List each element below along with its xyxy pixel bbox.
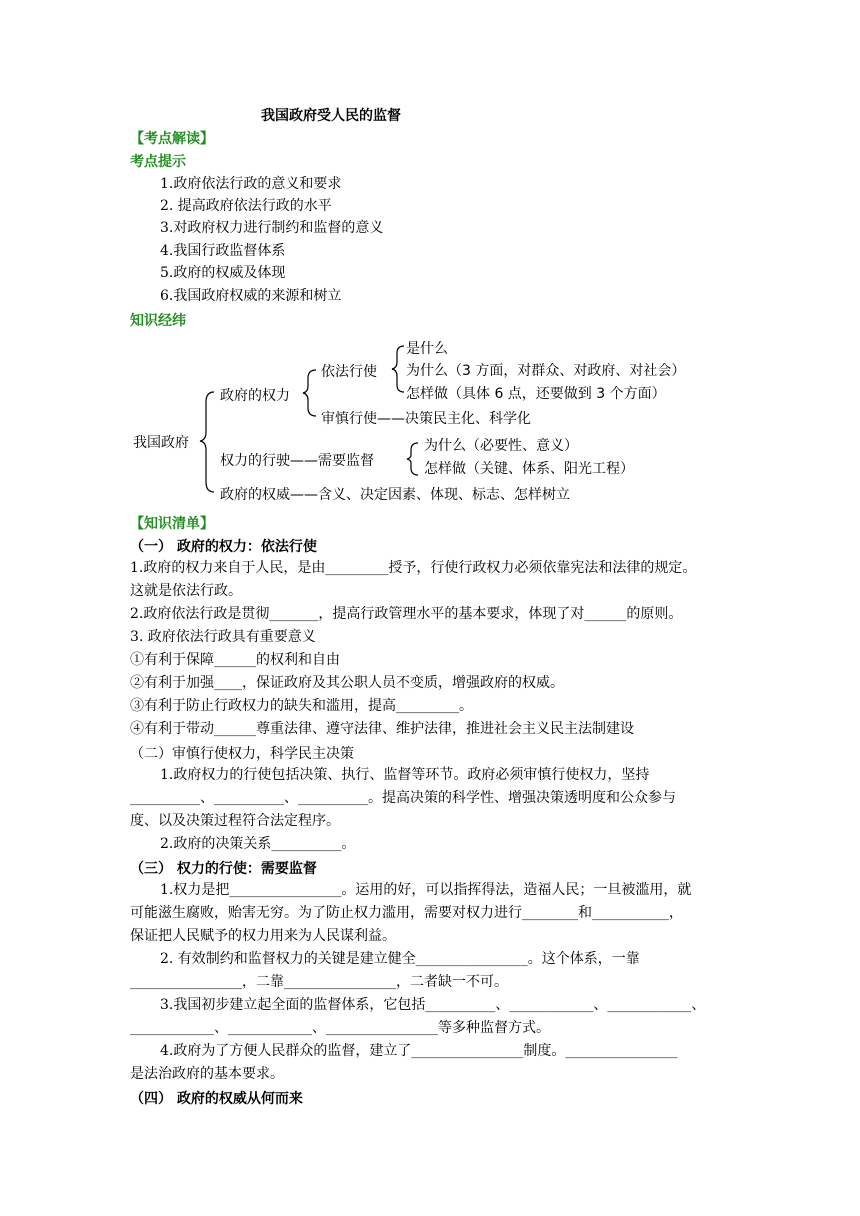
text-line: 2.政府的决策关系__________。	[160, 836, 356, 852]
diagram-node: 是什么	[406, 341, 448, 357]
section-zhishi-qingdan: 【知识清单】	[130, 516, 214, 532]
text-line: 1.政府权力的行使包括决策、执行、监督等环节。政府必须审慎行使权力，坚持	[160, 767, 650, 783]
tip-item: 1.政府依法行政的意义和要求	[160, 176, 342, 192]
text-line: __________、__________、__________。提高决策的科学性、增强决策透明度和公众参与	[130, 790, 676, 806]
text-line: 保证把人民赋予的权力用来为人民谋利益。	[130, 928, 396, 944]
tip-item: 6.我国政府权威的来源和树立	[160, 288, 342, 304]
section-kaodian-jiedu: 【考点解读】	[130, 131, 214, 147]
text-line: 3.我国初步建立起全面的监督体系，它包括__________、____________、____________、	[160, 997, 706, 1013]
text-line: 是法治政府的基本要求。	[130, 1066, 284, 1082]
section-heading: （一） 政府的权力：依法行使	[130, 539, 317, 555]
text-line: ①有利于保障______的权利和自由	[130, 652, 340, 668]
section-zhishi-jingwei: 知识经纬	[130, 313, 186, 329]
section-kaodian-tishi: 考点提示	[130, 154, 186, 170]
text-line: 度、以及决策过程符合法定程序。	[130, 813, 340, 829]
text-line: 3. 政府依法行政具有重要意义	[130, 629, 316, 645]
section-heading: （二）审慎行使权力，科学民主决策	[130, 746, 354, 762]
tip-item: 4.我国行政监督体系	[160, 243, 286, 259]
text-line: 2.政府依法行政是贯彻_______，提高行政管理水平的基本要求，体现了对______的原则。	[130, 606, 683, 622]
text-line: 1.政府的权力来自于人民，是由_________授予，行使行政权力必须依靠宪法和法律的规定。	[130, 560, 697, 576]
diagram-node: 审慎行使——决策民主化、科学化	[321, 411, 531, 427]
diagram-node: 政府的权威——含义、决定因素、体现、标志、怎样树立	[220, 487, 570, 503]
diagram-node: 怎样做（关键、体系、阳光工程）	[424, 461, 634, 477]
text-line: 2. 有效制约和监督权力的关键是建立健全________________。这个体系，一靠	[160, 951, 640, 967]
text-line: ②有利于加强____，保证政府及其公职人员不变质，增强政府的权威。	[130, 675, 564, 691]
diagram-node: 为什么（必要性、意义）	[424, 438, 578, 454]
text-line: 1.权力是把________________。运用的好，可以指挥得法，造福人民；一旦被滥用，就	[160, 882, 692, 898]
tip-item: 3.对政府权力进行制约和监督的意义	[160, 220, 384, 236]
text-line: 可能滋生腐败，贻害无穷。为了防止权力滥用，需要对权力进行________和___________，	[130, 905, 683, 921]
diagram-node: 权力的行驶——需要监督	[220, 453, 374, 469]
text-line: ____________、____________、________________等多种监督方式。	[130, 1020, 550, 1036]
diagram-root: 我国政府	[133, 435, 189, 451]
diagram-node: 政府的权力	[220, 388, 290, 404]
diagram-node: 为什么（3 方面，对群众、对政府、对社会）	[406, 363, 686, 379]
text-line: ④有利于带动______尊重法律、遵守法律、维护法律，推进社会主义民主法制建设	[130, 721, 634, 737]
diagram-node: 依法行使	[321, 364, 377, 380]
text-line: ________________，二靠________________，二者缺一不可。	[130, 974, 508, 990]
page-title: 我国政府受人民的监督	[261, 108, 401, 124]
section-heading: （三） 权力的行使：需要监督	[130, 861, 317, 877]
text-line: ③有利于防止行政权力的缺失和滥用，提高_________。	[130, 698, 473, 714]
text-line: 这就是依法行政。	[130, 583, 242, 599]
section-heading: （四） 政府的权威从何而来	[130, 1091, 303, 1107]
diagram-node: 怎样做（具体 6 点，还要做到 3 个方面）	[406, 386, 666, 402]
tip-item: 5.政府的权威及体现	[160, 265, 286, 281]
tip-item: 2. 提高政府依法行政的水平	[160, 198, 332, 214]
text-line: 4.政府为了方便人民群众的监督，建立了________________制度。________________	[160, 1043, 678, 1059]
